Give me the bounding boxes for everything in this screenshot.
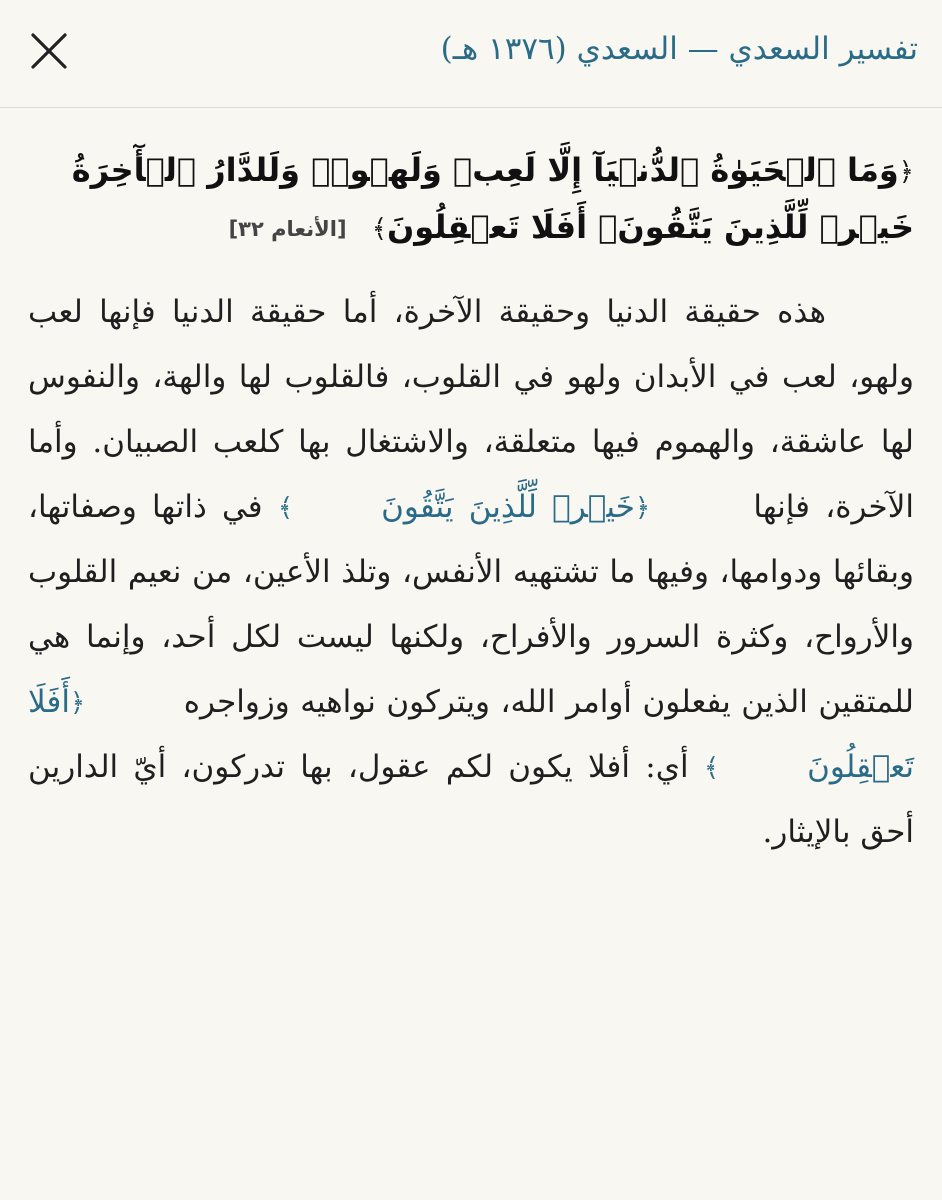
verse-reference (229, 201, 347, 258)
verse-open-mark: ﴿ (898, 157, 914, 187)
page-title: تفسير السعدي — السعدي (١٣٧٦ هـ) (440, 31, 918, 67)
tafsir-content (0, 108, 942, 1200)
verse-block (28, 142, 914, 258)
verse-text: وَمَا ٱلۡحَيَوٰةُ ٱلدُّنۡيَآ إِلَّا لَعِبٞ وَلَهۡوٞۖ وَلَلدَّارُ ٱلۡأٓخِرَةُ خَيۡرٞ لِّلَّذِينَ يَتَّقُونَۚ أَفَلَا تَعۡقِلُونَ (71, 151, 914, 246)
commentary-text (28, 280, 914, 865)
reference-open-bracket: [ (336, 216, 347, 241)
close-button[interactable] (22, 24, 76, 78)
quote-close-mark-2: ﴾ (703, 753, 720, 783)
quran-quote-1-text: خَيۡرٞ لِّلَّذِينَ يَتَّقُونَ (381, 488, 635, 525)
header-bar (0, 0, 942, 108)
commentary-part-3: أي: أفلا يكون لكم عقول، بها تدركون، أيّ الدارين أحق بالإيثار. (28, 748, 914, 850)
reference-text: الأنعام ٣٢ (238, 216, 337, 241)
verse-close-mark: ﴾ (371, 214, 387, 244)
quote-close-mark: ﴾ (277, 493, 294, 523)
quote-open-mark: ﴿ (634, 493, 651, 523)
quote-open-mark-2: ﴿ (69, 688, 86, 718)
commentary-part-1: هذه حقيقة الدنيا وحقيقة الآخرة، أما حقيقة الدنيا فإنها لعب ولهو، لعب في الأبدان ولهو في القلوب، فالقلوب لها والهة، والنفوس لها عاشقة، والهموم فيها متعلقة، والاشتغال بها كلعب الصبيان. وأما الآخرة، فإنها (28, 293, 915, 525)
reference-close-bracket: ] (228, 216, 239, 241)
quran-quote-2-text: أَفَلَا تَعۡقِلُونَ (28, 683, 914, 785)
quran-quote-1 (278, 489, 738, 525)
close-icon (27, 29, 71, 73)
commentary-part-2: في ذاتها وصفاتها، وبقائها ودوامها، وفيها ما تشتهيه الأنفس، وتلذ الأعين، من نعيم القلوب والأرواح، وكثرة السرور والأفراح، ولكنها ليست لكل أحد، وإنما هي للمتقين الذين يفعلون أوامر الله، ويتركون نواهيه وزواجره (28, 488, 914, 720)
